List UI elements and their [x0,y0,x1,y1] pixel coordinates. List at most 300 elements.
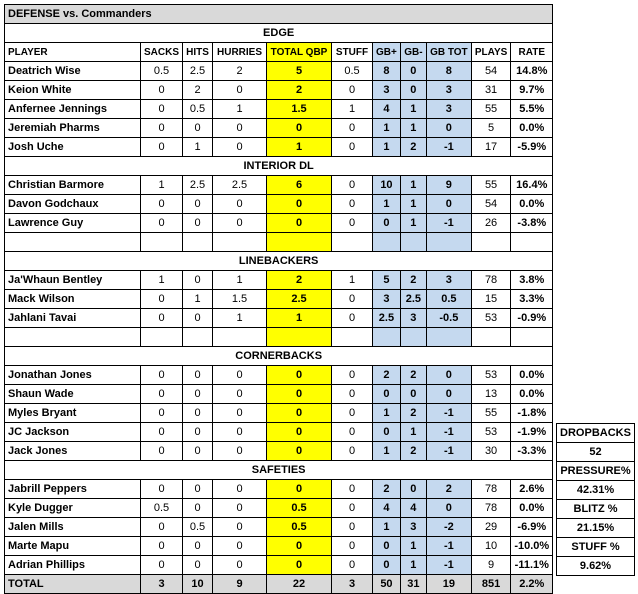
stat-cell: 2.5 [267,290,332,309]
stat-cell: 2 [400,404,426,423]
stat-cell: -1.9% [511,423,553,442]
stat-cell: 0 [213,423,267,442]
stat-cell: 0 [213,518,267,537]
blank-cell [183,233,213,252]
stat-cell: 1.5 [267,100,332,119]
stat-cell: 0 [332,366,373,385]
stat-cell: -0.5 [426,309,471,328]
player-name: Jahlani Tavai [5,309,141,328]
player-row [5,385,553,404]
stat-cell: 4 [373,499,401,518]
stat-cell: 55 [471,100,510,119]
stat-cell: 30 [471,442,510,461]
stat-cell: 2 [267,271,332,290]
stat-cell: 6 [267,176,332,195]
stat-cell: 0 [183,499,213,518]
stat-cell: 78 [471,480,510,499]
stat-cell: -1 [426,138,471,157]
player-row [5,404,553,423]
stat-cell: 0 [267,119,332,138]
stat-cell: 1 [141,176,183,195]
stat-cell: 1 [183,138,213,157]
stat-cell: -3.3% [511,442,553,461]
stat-cell: 0 [141,214,183,233]
blitz-label: BLITZ % [557,500,635,519]
stat-cell: 0 [400,480,426,499]
stat-cell: 0 [426,499,471,518]
blank-cell [141,233,183,252]
dropbacks-label: DROPBACKS [557,424,635,443]
stat-cell: 1 [400,556,426,575]
stat-cell: 0 [213,214,267,233]
column-header: TOTAL QBP [267,43,332,62]
player-row [5,290,553,309]
stat-cell: 26 [471,214,510,233]
stat-cell: 1 [332,271,373,290]
stat-cell: 0 [213,385,267,404]
stat-cell: 0.5 [141,62,183,81]
stat-cell: 0 [183,309,213,328]
stat-cell: 0 [183,423,213,442]
stat-cell: 0 [332,537,373,556]
stat-cell: 0 [141,423,183,442]
stat-cell: 0 [267,537,332,556]
stat-cell: 5 [373,271,401,290]
player-name: Jabrill Peppers [5,480,141,499]
player-name: Davon Godchaux [5,195,141,214]
stat-cell: 0 [332,138,373,157]
stat-cell: 0 [141,385,183,404]
section-title: SAFETIES [5,461,553,480]
stat-cell: 0 [267,385,332,404]
stat-cell: 5.5% [511,100,553,119]
column-header: STUFF [332,43,373,62]
stat-cell: -5.9% [511,138,553,157]
stat-cell: 0 [213,404,267,423]
stat-cell: 0 [213,480,267,499]
player-row [5,556,553,575]
stat-cell: 0 [332,404,373,423]
stat-cell: 53 [471,366,510,385]
stat-cell: 1 [373,404,401,423]
blank-cell [373,328,401,347]
stat-cell: 1 [400,119,426,138]
blank-cell [511,233,553,252]
column-header: PLAYER [5,43,141,62]
stat-cell: 17 [471,138,510,157]
stat-cell: 0 [213,556,267,575]
stat-cell: 0 [426,119,471,138]
stat-cell: 0 [183,385,213,404]
stat-cell: 2.5 [373,309,401,328]
stat-cell: 0 [332,81,373,100]
stat-cell: 0 [141,290,183,309]
stat-cell: 0 [373,423,401,442]
blank-cell [5,233,141,252]
stat-cell: 55 [471,176,510,195]
stat-cell: 2.6% [511,480,553,499]
stat-cell: 0 [183,119,213,138]
total-cell: 9 [213,575,267,594]
stat-cell: 78 [471,271,510,290]
player-name: Jack Jones [5,442,141,461]
section-title: CORNERBACKS [5,347,553,366]
stat-cell: 0.5 [426,290,471,309]
stat-cell: 0 [183,480,213,499]
player-row [5,214,553,233]
player-row [5,119,553,138]
stat-cell: 54 [471,195,510,214]
player-row [5,138,553,157]
stat-cell: 0 [332,556,373,575]
blitz-value: 21.15% [557,519,635,538]
blank-cell [213,328,267,347]
stat-cell: 1 [267,138,332,157]
stat-cell: 4 [373,100,401,119]
player-row [5,81,553,100]
stuff-label: STUFF % [557,538,635,557]
stat-cell: 8 [426,62,471,81]
total-cell: 22 [267,575,332,594]
stat-cell: 0 [332,518,373,537]
player-name: Christian Barmore [5,176,141,195]
stat-cell: 3 [400,309,426,328]
stat-cell: 0 [373,385,401,404]
total-label: TOTAL [5,575,141,594]
stat-cell: 0 [373,214,401,233]
stat-cell: 2 [400,366,426,385]
column-header: PLAYS [471,43,510,62]
stat-cell: 0 [332,423,373,442]
stat-cell: 1 [400,537,426,556]
stat-cell: -1 [426,442,471,461]
stat-cell: 1 [400,423,426,442]
blank-cell [267,233,332,252]
stat-cell: 0 [141,309,183,328]
blank-cell [332,328,373,347]
column-header: SACKS [141,43,183,62]
stat-cell: 0 [141,442,183,461]
player-name: Mack Wilson [5,290,141,309]
stat-cell: 0 [213,119,267,138]
stat-cell: -0.9% [511,309,553,328]
stat-cell: 0 [267,404,332,423]
stat-cell: 0 [332,176,373,195]
stat-cell: 2 [400,442,426,461]
stat-cell: 0 [332,480,373,499]
stat-cell: 3 [373,81,401,100]
stat-cell: 0 [183,195,213,214]
pressure-value: 42.31% [557,481,635,500]
stat-cell: 0 [267,214,332,233]
stat-cell: 5 [471,119,510,138]
stat-cell: 0 [141,119,183,138]
stat-cell: 1 [400,100,426,119]
player-row [5,499,553,518]
stat-cell: 0 [373,537,401,556]
stat-cell: 0 [183,537,213,556]
summary-box [556,423,635,576]
total-cell: 50 [373,575,401,594]
stat-cell: 53 [471,309,510,328]
stat-cell: 1 [373,518,401,537]
stat-cell: 10 [471,537,510,556]
stat-cell: 0 [267,442,332,461]
dropbacks-value: 52 [557,443,635,462]
section-header-row [5,347,553,366]
stat-cell: 0 [141,480,183,499]
blank-cell [426,328,471,347]
player-row [5,366,553,385]
blank-cell [332,233,373,252]
stat-cell: 0 [213,138,267,157]
stat-cell: 0 [332,309,373,328]
stat-cell: 0.5 [183,100,213,119]
stat-cell: 0 [332,385,373,404]
column-header-row [5,43,553,62]
stat-cell: 0.0% [511,499,553,518]
stat-cell: 2.5 [183,176,213,195]
section-title: EDGE [5,24,553,43]
player-name: Ja'Whaun Bentley [5,271,141,290]
stat-cell: 0 [267,480,332,499]
stat-cell: 0 [141,100,183,119]
stat-cell: 55 [471,404,510,423]
stat-cell: 0 [213,537,267,556]
column-header: GB- [400,43,426,62]
section-header-row [5,157,553,176]
blank-cell [5,328,141,347]
blank-cell [400,328,426,347]
blank-cell [471,233,510,252]
total-cell: 10 [183,575,213,594]
stat-cell: 0 [267,556,332,575]
blank-cell [471,328,510,347]
stat-cell: 53 [471,423,510,442]
player-row [5,100,553,119]
stat-cell: 0 [267,195,332,214]
stat-cell: 0 [332,499,373,518]
stat-cell: 2 [400,271,426,290]
stat-cell: 2 [213,62,267,81]
stat-cell: 3.8% [511,271,553,290]
player-name: Jalen Mills [5,518,141,537]
column-header: GB TOT [426,43,471,62]
total-cell: 31 [400,575,426,594]
stat-cell: -1 [426,537,471,556]
stat-cell: 1 [141,271,183,290]
stat-cell: 1 [400,176,426,195]
stat-cell: 2 [183,81,213,100]
stat-cell: 3 [426,100,471,119]
stat-cell: 16.4% [511,176,553,195]
blank-cell [511,328,553,347]
stat-cell: 0 [141,195,183,214]
stat-cell: 0 [267,366,332,385]
page-title: DEFENSE vs. Commanders [5,5,553,24]
section-title: INTERIOR DL [5,157,553,176]
stat-cell: 0 [183,404,213,423]
player-row [5,195,553,214]
stat-cell: 1 [373,195,401,214]
spacer-row [5,328,553,347]
stat-cell: 0 [213,195,267,214]
blank-cell [426,233,471,252]
stat-cell: -6.9% [511,518,553,537]
total-cell: 2.2% [511,575,553,594]
stat-cell: 1 [213,100,267,119]
stat-cell: 0 [183,556,213,575]
stat-cell: 0 [141,138,183,157]
total-cell: 19 [426,575,471,594]
stat-cell: -1 [426,404,471,423]
stat-cell: 0 [213,442,267,461]
stat-cell: 0 [400,62,426,81]
stat-cell: 1 [373,138,401,157]
stat-cell: 2.5 [183,62,213,81]
total-cell: 3 [332,575,373,594]
stat-cell: 0 [141,366,183,385]
total-cell: 3 [141,575,183,594]
player-row [5,537,553,556]
defense-stats-table [4,4,553,594]
stat-cell: 0 [141,518,183,537]
stat-cell: 0 [332,442,373,461]
stat-cell: 0.0% [511,385,553,404]
stat-cell: 0 [267,423,332,442]
stat-cell: -11.1% [511,556,553,575]
section-title: LINEBACKERS [5,252,553,271]
stat-cell: 31 [471,81,510,100]
stat-cell: 0 [213,81,267,100]
stuff-value: 9.62% [557,557,635,576]
player-name: Myles Bryant [5,404,141,423]
stat-cell: 1 [373,442,401,461]
column-header: GB+ [373,43,401,62]
stat-cell: 1 [183,290,213,309]
stat-cell: 0 [332,214,373,233]
stat-cell: -3.8% [511,214,553,233]
stat-cell: 9.7% [511,81,553,100]
stat-cell: 9 [471,556,510,575]
stat-cell: 8 [373,62,401,81]
blank-cell [267,328,332,347]
section-header-row [5,252,553,271]
stat-cell: 0 [141,404,183,423]
player-name: Marte Mapu [5,537,141,556]
player-row [5,442,553,461]
stat-cell: -1.8% [511,404,553,423]
stat-cell: 2 [373,366,401,385]
stat-cell: 13 [471,385,510,404]
stat-cell: 0.0% [511,119,553,138]
stat-cell: 2 [373,480,401,499]
player-name: Deatrich Wise [5,62,141,81]
player-name: Jeremiah Pharms [5,119,141,138]
stat-cell: 3 [400,518,426,537]
stat-cell: 78 [471,499,510,518]
title-row [5,5,553,24]
stat-cell: 2.5 [400,290,426,309]
stat-cell: 0 [183,442,213,461]
player-name: Keion White [5,81,141,100]
blank-cell [183,328,213,347]
stat-cell: 0 [183,214,213,233]
total-row [5,575,553,594]
stat-cell: 1 [373,119,401,138]
blank-cell [213,233,267,252]
stat-cell: 1 [332,100,373,119]
stat-cell: 0 [213,366,267,385]
stat-cell: 1 [400,214,426,233]
stat-cell: 10 [373,176,401,195]
stat-cell: 0 [332,195,373,214]
blank-cell [373,233,401,252]
stat-cell: 2.5 [213,176,267,195]
player-row [5,480,553,499]
player-row [5,518,553,537]
column-header: HURRIES [213,43,267,62]
player-name: Jonathan Jones [5,366,141,385]
stat-cell: 0 [141,537,183,556]
player-name: Anfernee Jennings [5,100,141,119]
stat-cell: 15 [471,290,510,309]
stat-cell: 0.5 [267,499,332,518]
stat-cell: 0 [426,366,471,385]
pressure-label: PRESSURE% [557,462,635,481]
stat-cell: 0.0% [511,366,553,385]
stat-cell: 0 [373,556,401,575]
stat-cell: 0.5 [183,518,213,537]
player-row [5,423,553,442]
stat-cell: 9 [426,176,471,195]
column-header: HITS [183,43,213,62]
stat-cell: 54 [471,62,510,81]
total-cell: 851 [471,575,510,594]
stat-cell: 1.5 [213,290,267,309]
stat-cell: 0 [400,81,426,100]
stat-cell: -1 [426,214,471,233]
stat-cell: 0 [141,556,183,575]
stat-cell: 3 [373,290,401,309]
player-name: Lawrence Guy [5,214,141,233]
player-name: JC Jackson [5,423,141,442]
stat-cell: 5 [267,62,332,81]
stat-cell: 3 [426,81,471,100]
player-row [5,271,553,290]
stat-cell: 0.0% [511,195,553,214]
stat-cell: 14.8% [511,62,553,81]
stat-cell: 0 [400,385,426,404]
blank-cell [141,328,183,347]
stat-cell: 0 [332,290,373,309]
stat-cell: 0 [141,81,183,100]
player-row [5,309,553,328]
stat-cell: -10.0% [511,537,553,556]
stat-cell: 0.5 [141,499,183,518]
stat-cell: 3.3% [511,290,553,309]
stat-cell: 1 [213,309,267,328]
blank-cell [400,233,426,252]
stat-cell: 0 [426,385,471,404]
stat-cell: 3 [426,271,471,290]
stat-cell: -2 [426,518,471,537]
player-name: Adrian Phillips [5,556,141,575]
stat-cell: 0.5 [267,518,332,537]
player-row [5,176,553,195]
stat-cell: 0 [183,271,213,290]
spacer-row [5,233,553,252]
